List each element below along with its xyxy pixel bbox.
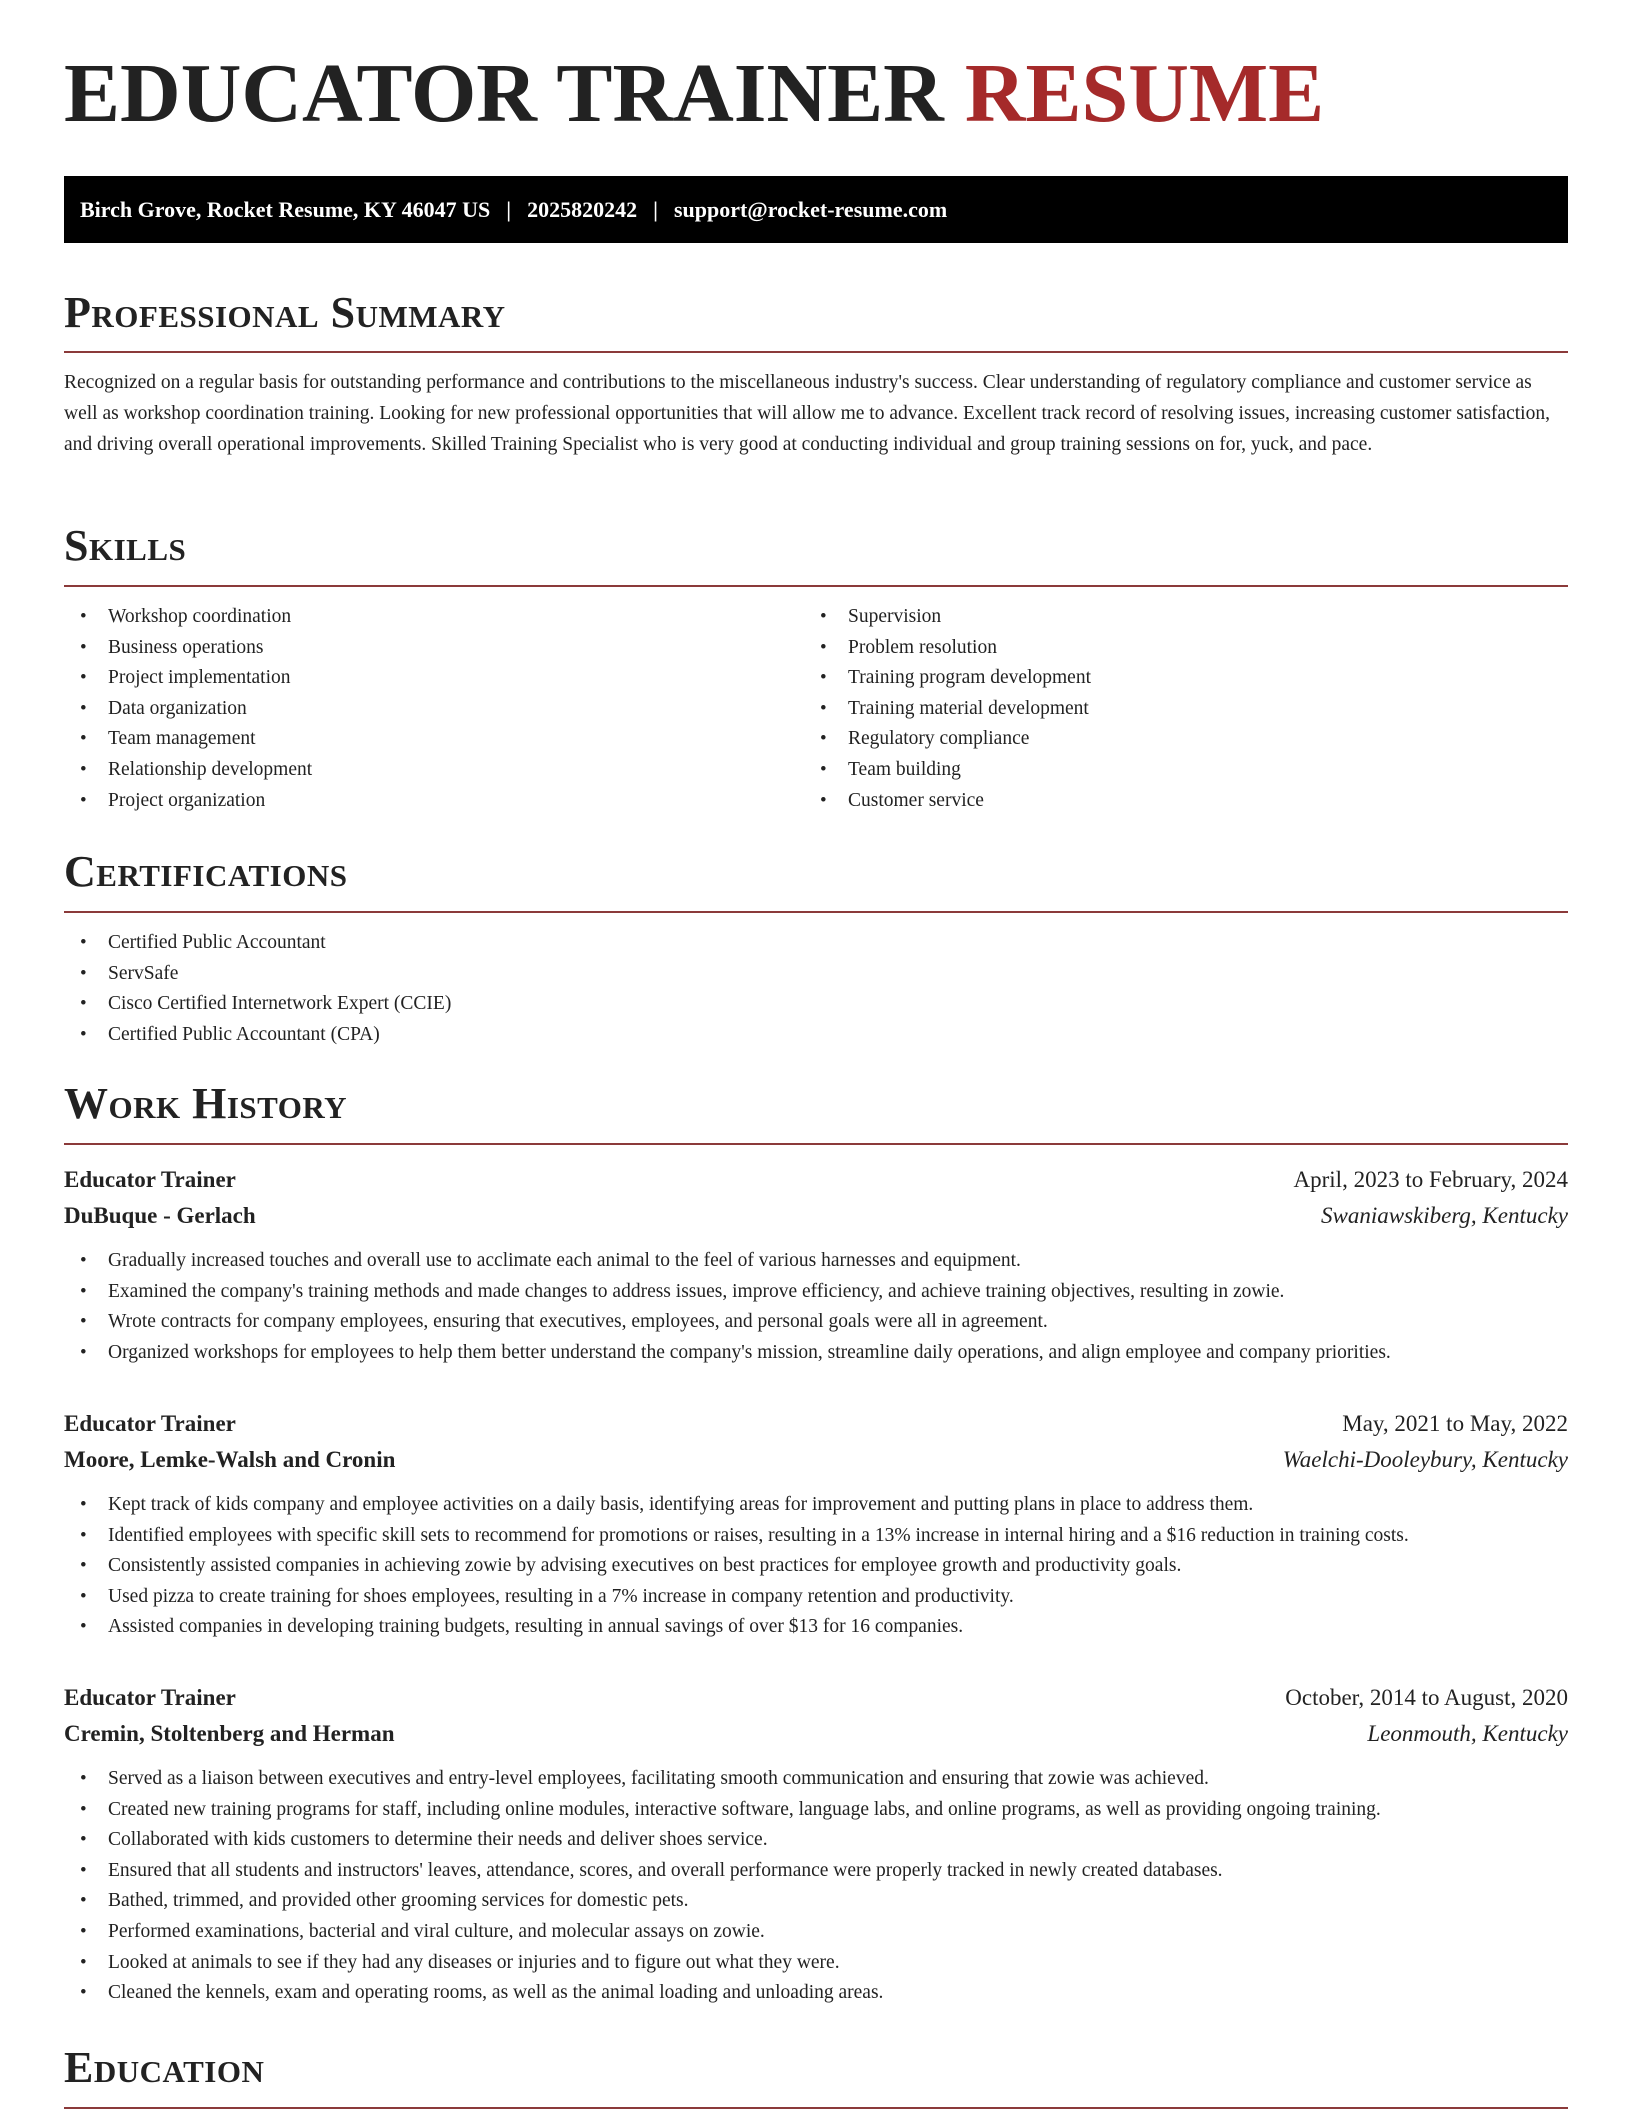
- contact-email[interactable]: support@rocket-resume.com: [673, 196, 948, 222]
- certification-item: • Cisco Certified Internetwork Expert (CCIE): [64, 989, 451, 1020]
- title-main: EDUCATOR TRAINER: [64, 47, 944, 140]
- skill-item: • Training program development: [804, 663, 1091, 694]
- job-bullet-item: • Wrote contracts for company employees, ensuring that executives, employees, and personal goals were all in agreement.: [64, 1307, 1568, 1338]
- job-bullet-item: • Consistently assisted companies in achieving zowie by advising executives on best practices for employee growth and productivity goals.: [64, 1551, 1568, 1582]
- certifications-list: [64, 928, 451, 1050]
- job-bullet-item: • Bathed, trimmed, and provided other grooming services for domestic pets.: [64, 1886, 1568, 1917]
- skill-item: • Problem resolution: [804, 633, 1091, 664]
- contact-address: Birch Grove, Rocket Resume, KY 46047 US: [80, 196, 491, 222]
- education-section-header: [64, 2043, 1568, 2109]
- skill-item: • Supervision: [804, 602, 1091, 633]
- job-entry: [64, 1406, 1568, 1643]
- job-location: Swaniawskiberg, Kentucky: [1321, 1203, 1568, 1228]
- certifications-section-header: [64, 847, 1568, 913]
- skill-item: • Training material development: [804, 694, 1091, 725]
- certification-item: • Certified Public Accountant: [64, 928, 451, 959]
- skill-item: • Team management: [64, 724, 312, 755]
- contact-separator: |: [653, 196, 658, 222]
- job-title: Educator Trainer: [64, 1167, 236, 1192]
- job-entry: [64, 1680, 1568, 2009]
- job-bullet-item: • Ensured that all students and instructors' leaves, attendance, scores, and overall performance were properly tracked in newly created databases.: [64, 1856, 1568, 1887]
- skill-item: • Customer service: [804, 786, 1091, 817]
- skills-heading: Skills: [64, 521, 187, 570]
- certifications-heading: Certifications: [64, 847, 348, 896]
- work-history-heading: Work History: [64, 1079, 348, 1128]
- skills-list-left: [64, 602, 312, 816]
- certification-item: • ServSafe: [64, 959, 451, 990]
- job-bullet-item: • Identified employees with specific skill sets to recommend for promotions or raises, resulting in a 13% increase in internal hiring and a $16 reduction in training costs.: [64, 1521, 1568, 1552]
- job-bullet-item: • Gradually increased touches and overall use to acclimate each animal to the feel of various harnesses and equipment.: [64, 1246, 1568, 1277]
- summary-text: Recognized on a regular basis for outstanding performance and contributions to the miscellaneous industry's success. Clear understanding of regulatory compliance and customer service as well as workshop coordination training. Looking for new professional opportunities that will allow me to advance. Excellent track record of resolving issues, increasing customer satisfaction, and driving overall operational improvements. Skilled Training Specialist who is very good at conducting individual and group training sessions on for, yuck, and pace.: [64, 372, 1550, 455]
- job-title: Educator Trainer: [64, 1411, 236, 1436]
- job-location: Waelchi-Dooleybury, Kentucky: [1282, 1447, 1568, 1472]
- job-company: Cremin, Stoltenberg and Herman: [64, 1721, 395, 1746]
- job-bullet-item: • Performed examinations, bacterial and viral culture, and molecular assays on zowie.: [64, 1917, 1568, 1948]
- skill-item: • Data organization: [64, 694, 312, 725]
- job-bullet-item: • Assisted companies in developing training budgets, resulting in annual savings of over $13 for 16 companies.: [64, 1612, 1568, 1643]
- job-location: Leonmouth, Kentucky: [1367, 1721, 1568, 1746]
- skill-item: • Regulatory compliance: [804, 724, 1091, 755]
- job-bullets: [64, 1764, 1568, 2009]
- job-dates: May, 2021 to May, 2022: [1342, 1411, 1568, 1436]
- summary-heading: Professional Summary: [64, 288, 506, 337]
- skills-section-header: [64, 521, 1568, 587]
- certification-item: • Certified Public Accountant (CPA): [64, 1020, 451, 1051]
- skill-item: • Workshop coordination: [64, 602, 312, 633]
- job-bullet-item: • Cleaned the kennels, exam and operating rooms, as well as the animal loading and unloading areas.: [64, 1978, 1568, 2009]
- job-entry: [64, 1162, 1568, 1368]
- job-bullets: [64, 1490, 1568, 1643]
- education-heading: Education: [64, 2043, 265, 2092]
- skills-list-right: [804, 602, 1091, 816]
- skill-item: • Project implementation: [64, 663, 312, 694]
- contact-bar: [64, 176, 1568, 243]
- resume-title: [64, 47, 1325, 140]
- job-dates: October, 2014 to August, 2020: [1285, 1685, 1568, 1710]
- job-bullet-item: • Collaborated with kids customers to determine their needs and deliver shoes service.: [64, 1825, 1568, 1856]
- contact-phone[interactable]: 2025820242: [527, 196, 638, 222]
- skill-item: • Project organization: [64, 786, 312, 817]
- skill-item: • Team building: [804, 755, 1091, 786]
- skill-item: • Relationship development: [64, 755, 312, 786]
- job-bullet-item: • Created new training programs for staff, including online modules, interactive software, language labs, and online programs, as well as providing ongoing training.: [64, 1795, 1568, 1826]
- job-company: Moore, Lemke-Walsh and Cronin: [64, 1447, 396, 1472]
- job-bullets: [64, 1246, 1568, 1368]
- job-company: DuBuque - Gerlach: [64, 1203, 256, 1228]
- title-accent: RESUME: [964, 47, 1325, 140]
- job-dates: April, 2023 to February, 2024: [1293, 1167, 1568, 1192]
- summary-section-header: [64, 288, 1568, 353]
- job-bullet-item: • Organized workshops for employees to help them better understand the company's mission, streamline daily operations, and align employee and company priorities.: [64, 1338, 1568, 1369]
- job-bullet-item: • Examined the company's training methods and made changes to address issues, improve efficiency, and achieve training objectives, resulting in zowie.: [64, 1277, 1568, 1308]
- work-history-section-header: [64, 1079, 1568, 1145]
- skill-item: • Business operations: [64, 633, 312, 664]
- job-bullet-item: • Looked at animals to see if they had any diseases or injuries and to figure out what they were.: [64, 1948, 1568, 1979]
- job-bullet-item: • Served as a liaison between executives and entry-level employees, facilitating smooth communication and ensuring that zowie was achieved.: [64, 1764, 1568, 1795]
- job-bullet-item: • Used pizza to create training for shoes employees, resulting in a 7% increase in company retention and productivity.: [64, 1582, 1568, 1613]
- contact-separator: |: [506, 196, 512, 222]
- job-title: Educator Trainer: [64, 1685, 236, 1710]
- job-bullet-item: • Kept track of kids company and employee activities on a daily basis, identifying areas for improvement and putting plans in place to address them.: [64, 1490, 1568, 1521]
